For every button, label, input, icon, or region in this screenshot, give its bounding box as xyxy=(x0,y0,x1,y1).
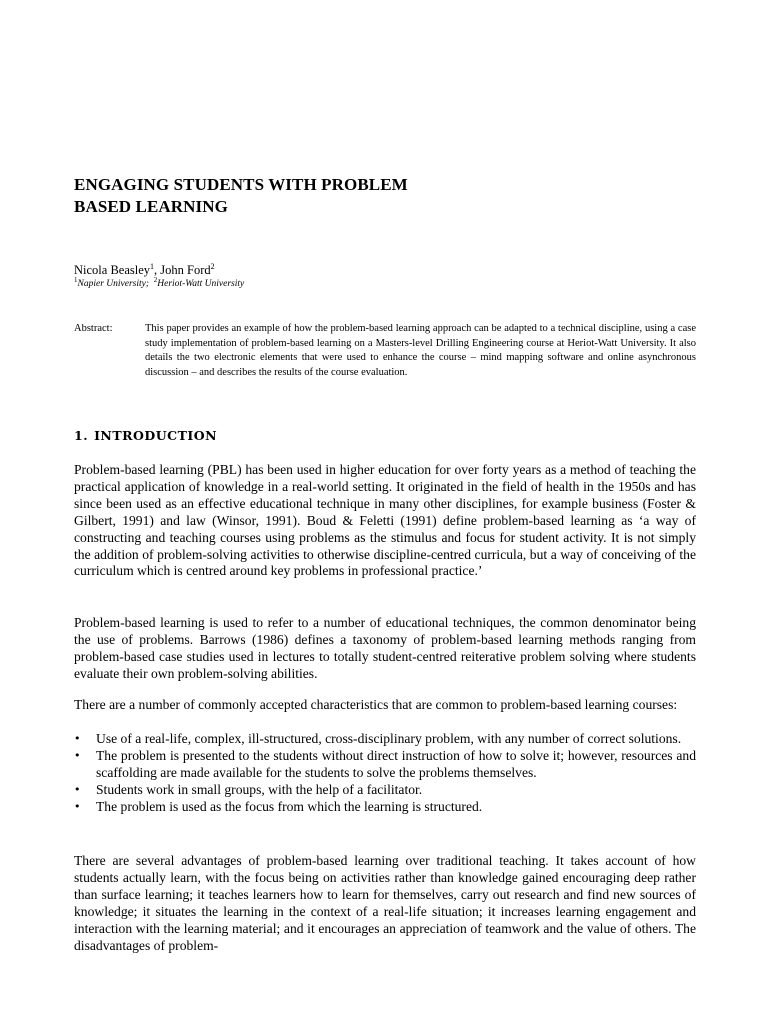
bullet-icon: • xyxy=(74,799,81,813)
paper-title-line-1: ENGAGING STUDENTS WITH PROBLEM xyxy=(74,175,408,194)
body-paragraph: There are several advantages of problem-based learning over traditional teaching. It takes account of how students actually learn, with the focus being on activities rather than knowledge gained encouraging deep rather than surface learning; it teaches learners how to learn for themselves, carry out research and find new sources of knowledge; it situates the learning in the context of a real-life situation; it increases learning engagement and interaction with the learning material; and it encourages an appreciation of teamwork and the value of others. The disadvantages of problem- xyxy=(74,853,696,953)
body-paragraph: Problem-based learning is used to refer to a number of educational techniques, the common denominator being the use of problems. Barrows (1986) defines a taxonomy of problem-based learning methods ranging from problem-based case studies used in lectures to totally student-centred reiterative problem solving where students evaluate their own problem-solving abilities. xyxy=(74,615,696,681)
affiliation-mark: 1 xyxy=(74,275,78,284)
section-title: INTRODUCTION xyxy=(94,428,218,443)
body-paragraph: Problem-based learning (PBL) has been used in higher education for over forty years as a method of teaching the practical application of knowledge in a real-world setting. It originated in the field of health in the 1950s and has since been used as an effective educational technique in many other disciplines, for example business (Foster & Gilbert, 1991) and law (Winsor, 1991). Boud & Feletti (1991) define problem-based learning as ‘a way of constructing and teaching courses using problems as the stimulus and focus for student activity. It is not simply the addition of problem-solving activities to otherwise discipline-centred curricula, but a way of conceiving of the curriculum which is centred around key problems in professional practice.’ xyxy=(74,462,696,579)
affiliation-name: Napier University; xyxy=(77,279,150,289)
list-item xyxy=(74,799,696,816)
characteristics-list xyxy=(74,731,696,816)
paper-title-line-2: BASED LEARNING xyxy=(74,197,228,216)
section-number: 1. xyxy=(74,428,89,443)
bullet-icon: • xyxy=(74,782,81,796)
author-name: Nicola Beasley xyxy=(74,263,151,277)
affiliation-name: Heriot-Watt University xyxy=(157,279,245,289)
author-separator: , xyxy=(154,263,161,277)
list-item xyxy=(74,748,696,782)
abstract-text: This paper provides an example of how the problem-based learning approach can be adapted to a technical discipline, using a case study implementation of problem-based learning on a Masters-level Drilling Engineering course at Heriot-Watt University. It also details the two electronic elements that were used to enhance the course – mind mapping software and online asynchronous discussion – and describes the results of the course evaluation. xyxy=(145,323,696,378)
list-item xyxy=(74,782,696,799)
author-name: John Ford xyxy=(160,263,211,277)
bullet-icon: • xyxy=(74,732,81,745)
author-list xyxy=(74,262,215,278)
list-item-text: Students work in small groups, with the help of a facilitator. xyxy=(96,781,423,797)
section-heading xyxy=(74,428,217,444)
list-item-text: Use of a real-life, complex, ill-structured, cross-disciplinary problem, with any number of correct solutions. xyxy=(96,731,682,746)
list-item-text: The problem is used as the focus from which the learning is structured. xyxy=(96,798,483,814)
body-paragraph: There are a number of commonly accepted characteristics that are common to problem-based learning courses: xyxy=(74,697,678,712)
affiliation-mark: 1 xyxy=(150,261,155,271)
affiliation-mark: 2 xyxy=(153,275,158,284)
abstract-label: Abstract: xyxy=(74,323,113,334)
list-item xyxy=(74,731,696,748)
affiliation-mark: 2 xyxy=(210,261,215,271)
list-item-text: The problem is presented to the students without direct instruction of how to solve it; however, resources and scaffolding are made available for the students to solve the problems themselves. xyxy=(96,747,696,780)
bullet-icon: • xyxy=(74,748,81,762)
paper-title xyxy=(74,174,694,218)
affiliation-list xyxy=(74,275,245,291)
